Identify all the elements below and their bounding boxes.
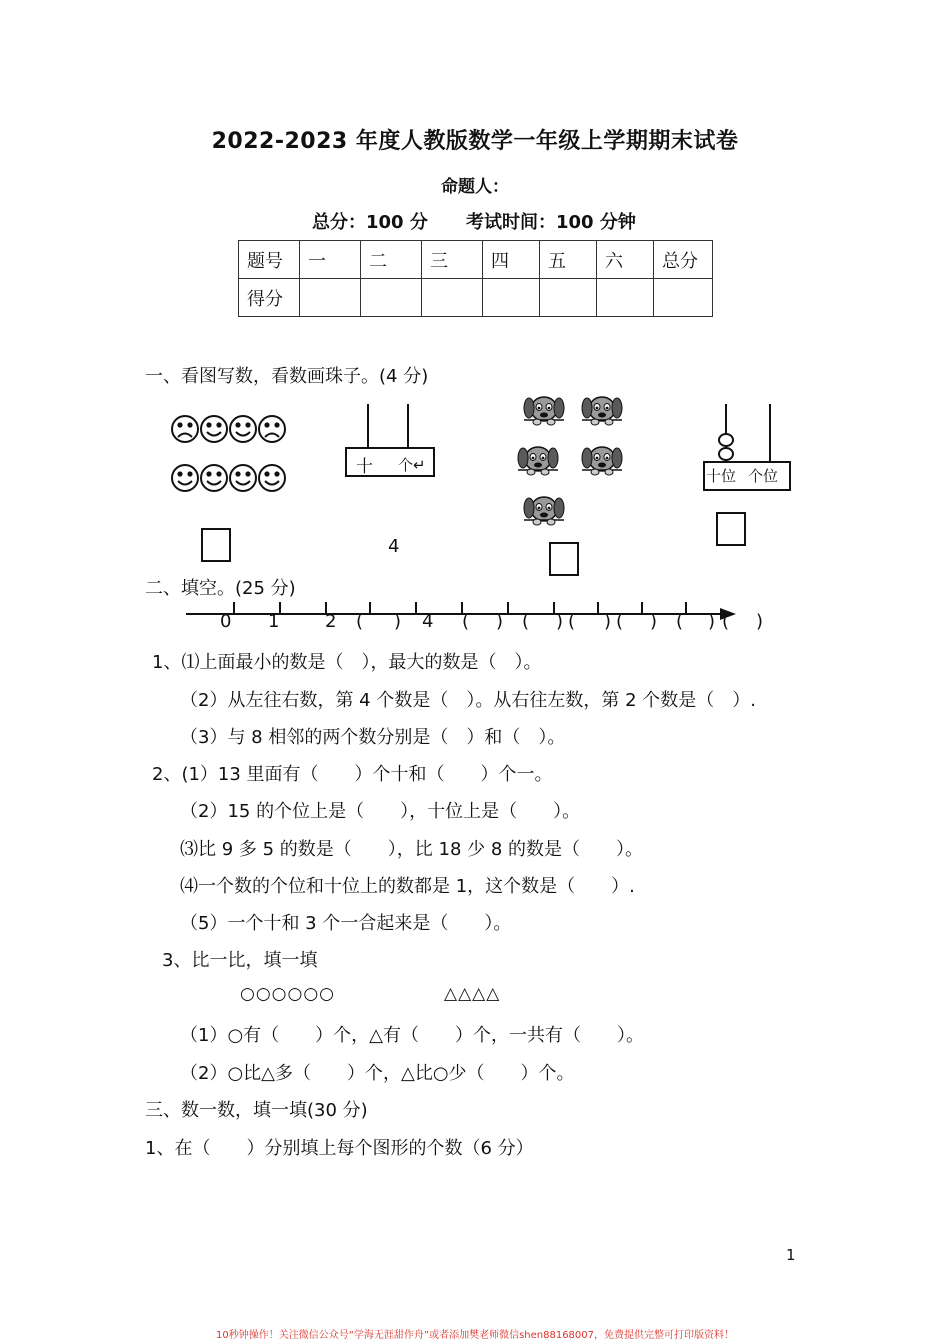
score-input-cell[interactable] xyxy=(422,279,483,317)
number-line-blank: ) xyxy=(650,611,658,632)
table-cell: 二 xyxy=(361,241,422,279)
table-cell: 总分 xyxy=(654,241,713,279)
bead-icon xyxy=(719,448,733,460)
dogs-picture xyxy=(516,390,626,532)
smiley-face-icon xyxy=(201,465,227,491)
dog-icon xyxy=(524,497,564,525)
sad-face-icon xyxy=(172,416,198,442)
dog-icon xyxy=(524,397,564,425)
section3-heading: 三、数一数，填一填(30 分) xyxy=(145,1100,368,1121)
number-line-blank: ( xyxy=(568,611,576,632)
dog-icon xyxy=(518,447,558,475)
number-line-blank: ) xyxy=(394,611,402,632)
abacus-tens-label: 十 xyxy=(356,457,373,477)
table-cell: 一 xyxy=(300,241,361,279)
score-input-cell[interactable] xyxy=(654,279,713,317)
question-text: 1、⑴上面最小的数是（ ），最大的数是（ ）。 xyxy=(152,652,542,673)
table-cell: 四 xyxy=(483,241,540,279)
number-line-label: 4 xyxy=(422,611,434,632)
table-cell: 得分 xyxy=(239,279,300,317)
author-label: 命题人： xyxy=(441,177,509,197)
number-line-blank: ) xyxy=(708,611,716,632)
question-heading: 3、比一比，填一填 xyxy=(162,950,318,971)
section2-heading: 二、填空。(25 分) xyxy=(145,578,296,599)
question-text: （5）一个十和 3 个一合起来是（ ）。 xyxy=(180,913,512,934)
smiley-face-icon xyxy=(201,416,227,442)
question-text: （1）○有（ ）个，△有（ ）个，一共有（ ）。 xyxy=(180,1025,644,1046)
smiley-face-icon xyxy=(230,465,256,491)
section1-heading: 一、看图写数，看数画珠子。(4 分) xyxy=(145,366,429,387)
number-line-blank: ) xyxy=(556,611,564,632)
score-input-cell[interactable] xyxy=(483,279,540,317)
dog-icon xyxy=(582,447,622,475)
page-number: 1 xyxy=(786,1246,796,1264)
smiley-face-icon xyxy=(172,465,198,491)
table-cell: 题号 xyxy=(239,241,300,279)
number-line-label: 2 xyxy=(325,611,337,632)
question-text: ⑷一个数的个位和十位上的数都是 1，这个数是（ ）. xyxy=(180,876,635,897)
score-input-cell[interactable] xyxy=(540,279,597,317)
table-cell: 三 xyxy=(422,241,483,279)
number-line-label: 0 xyxy=(220,611,232,632)
number-line-blank: ) xyxy=(604,611,612,632)
number-line-blank: ( xyxy=(522,611,530,632)
number-line-blank: ) xyxy=(756,611,764,632)
abacus-ones-label: 个位 xyxy=(748,467,779,485)
score-input-cell[interactable] xyxy=(300,279,361,317)
question-text: （2）15 的个位上是（ ），十位上是（ ）。 xyxy=(180,801,581,822)
abacus-tens-label: 十位 xyxy=(706,467,737,485)
score-table xyxy=(238,240,713,317)
answer-box[interactable] xyxy=(201,528,231,562)
table-cell: 五 xyxy=(540,241,597,279)
question-text: 1、在（ ）分别填上每个图形的个数（6 分） xyxy=(145,1138,534,1159)
triangles-row: △△△△ xyxy=(444,984,501,1004)
dog-icon xyxy=(582,397,622,425)
score-input-cell[interactable] xyxy=(597,279,654,317)
table-cell: 六 xyxy=(597,241,654,279)
bead-icon xyxy=(719,434,733,446)
number-line-label: 1 xyxy=(268,611,280,632)
question-text: 2、(1）13 里面有（ ）个十和（ ）个一。 xyxy=(152,764,553,785)
faces-picture xyxy=(168,410,292,496)
number-line-blank: ( xyxy=(462,611,470,632)
number-line-blank: ( xyxy=(722,611,730,632)
circles-row: ○○○○○○ xyxy=(240,984,336,1004)
total-score: 总分：100 分 xyxy=(312,212,428,233)
smiley-face-icon xyxy=(259,465,285,491)
answer-box[interactable] xyxy=(716,512,746,546)
answer-box[interactable] xyxy=(549,542,579,576)
given-number: 4 xyxy=(388,536,400,557)
question-text: （2）从左往右数，第 4 个数是（ ）。从右往左数，第 2 个数是（ ）. xyxy=(180,690,756,711)
question-text: ⑶比 9 多 5 的数是（ ），比 18 少 8 的数是（ ）。 xyxy=(180,839,644,860)
number-line-blank: ( xyxy=(676,611,684,632)
smiley-face-icon xyxy=(230,416,256,442)
score-table-header-row xyxy=(239,241,713,279)
number-line-blank: ) xyxy=(496,611,504,632)
number-line-blank: ( xyxy=(356,611,364,632)
number-line-blank: ( xyxy=(616,611,624,632)
question-text: （3）与 8 相邻的两个数分别是（ ）和（ ）。 xyxy=(180,727,566,748)
footer-promo: 10秒钟操作！关注微信公众号“学海无涯甜作舟”或者添加樊老师微信shen88168007，免费提供完整可打印版资料！ xyxy=(215,1330,735,1341)
question-text: （2）○比△多（ ）个，△比○少（ ）个。 xyxy=(180,1063,575,1084)
score-table-score-row xyxy=(239,279,713,317)
sad-face-icon xyxy=(259,416,285,442)
page-title: 2022-2023 年度人教版数学一年级上学期期末试卷 xyxy=(211,129,739,154)
score-input-cell[interactable] xyxy=(361,279,422,317)
abacus-ones-label: 个↵ xyxy=(398,456,426,474)
exam-time: 考试时间：100 分钟 xyxy=(466,212,636,233)
